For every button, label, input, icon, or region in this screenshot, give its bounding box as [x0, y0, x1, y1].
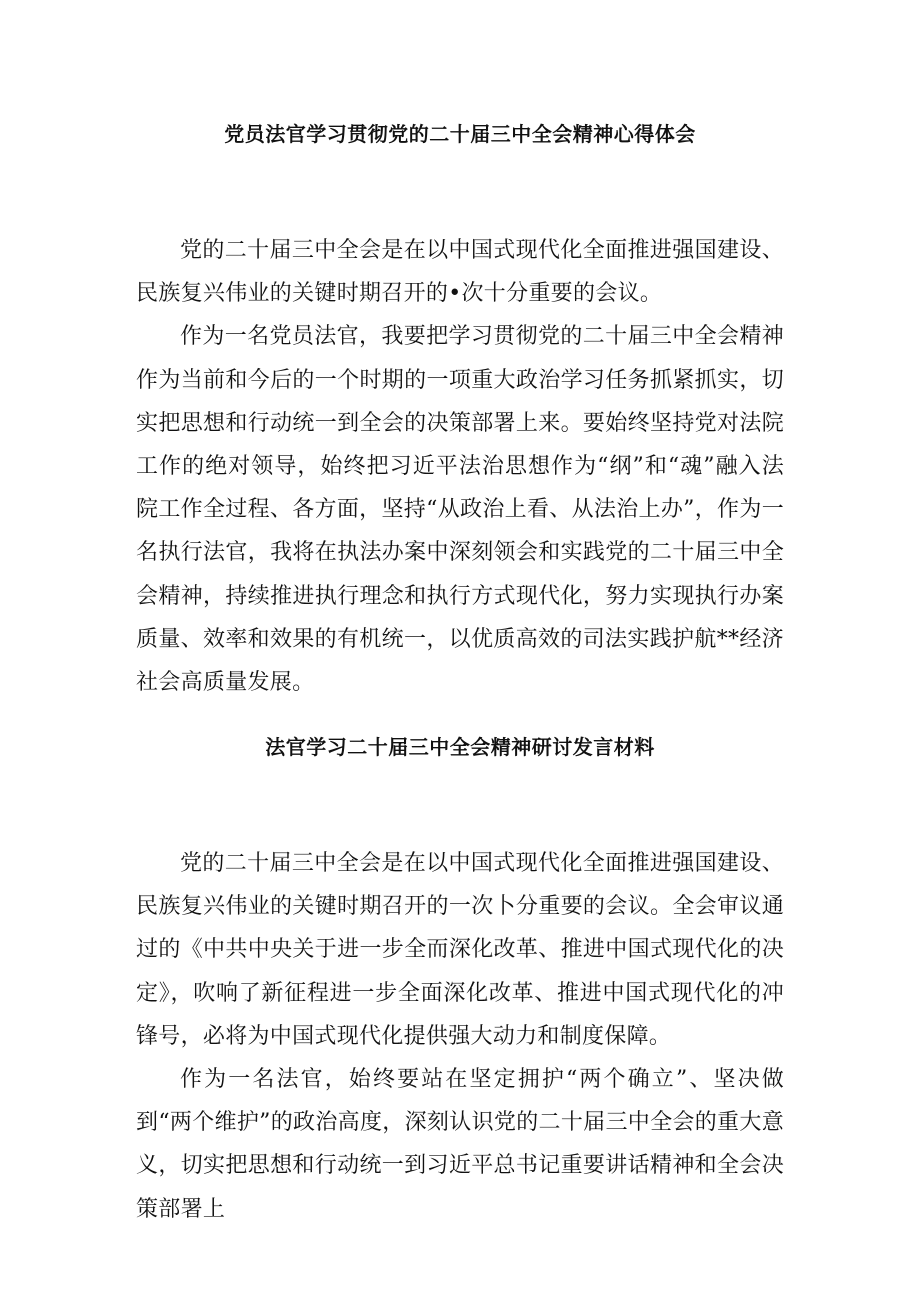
section-title: 党员法官学习贯彻党的二十届三中全会精神心得体会 — [224, 122, 696, 146]
section-experience-report — [136, 120, 784, 704]
section-title: 法官学习二十届三中全会精神研讨发言材料 — [265, 735, 655, 759]
section-seminar-speech — [136, 733, 784, 1231]
paragraph: 作为一名法官，始终要站在坚定拥护“两个确立”、坚决做到“两个维护”的政治高度，深刻认识党的二十届三中全会的重大意义，切实把思想和行动统一到习近平总书记重要讲话精神和全会决策部署上 — [136, 1067, 784, 1222]
paragraph: 党的二十届三中全会是在以中国式现代化全面推进强国建设、民族复兴伟业的关键时期召开的一次卜分重要的会议。全会审议通过的《中共中央关于进一步全而深化改革、推进中国式现代化的决定》，吹响了新征程进一步全面深化改革、推进中国式现代化的冲锋号，必将为中国式现代化提供强大动力和制度保障。 — [136, 851, 784, 1049]
paragraph: 党的二十届三中全会是在以中国式现代化全面推进强国建设、民族复兴伟业的关键时期召开的•次十分重要的会议。 — [136, 238, 784, 307]
paragraph: 作为一名党员法官，我要把学习贯彻党的二十届三中全会精神作为当前和今后的一个时期的一项重大政治学习任务抓紧抓实，切实把思想和行动统一到全会的决策部署上来。要始终坚持党对法院工作的绝对领导，始终把习近平法治思想作为“纲”和“魂”融入法院工作全过程、各方面，坚持“从政治上看、从法治上办”，作为一名执行法官，我将在执法办案中深刻领会和实践党的二十届三中全会精神，持续推进执行理念和执行方式现代化，努力实现执行办案质量、效率和效果的有机统一，以优质高效的司法实践护航**经济社会高质量发展。 — [136, 324, 784, 696]
